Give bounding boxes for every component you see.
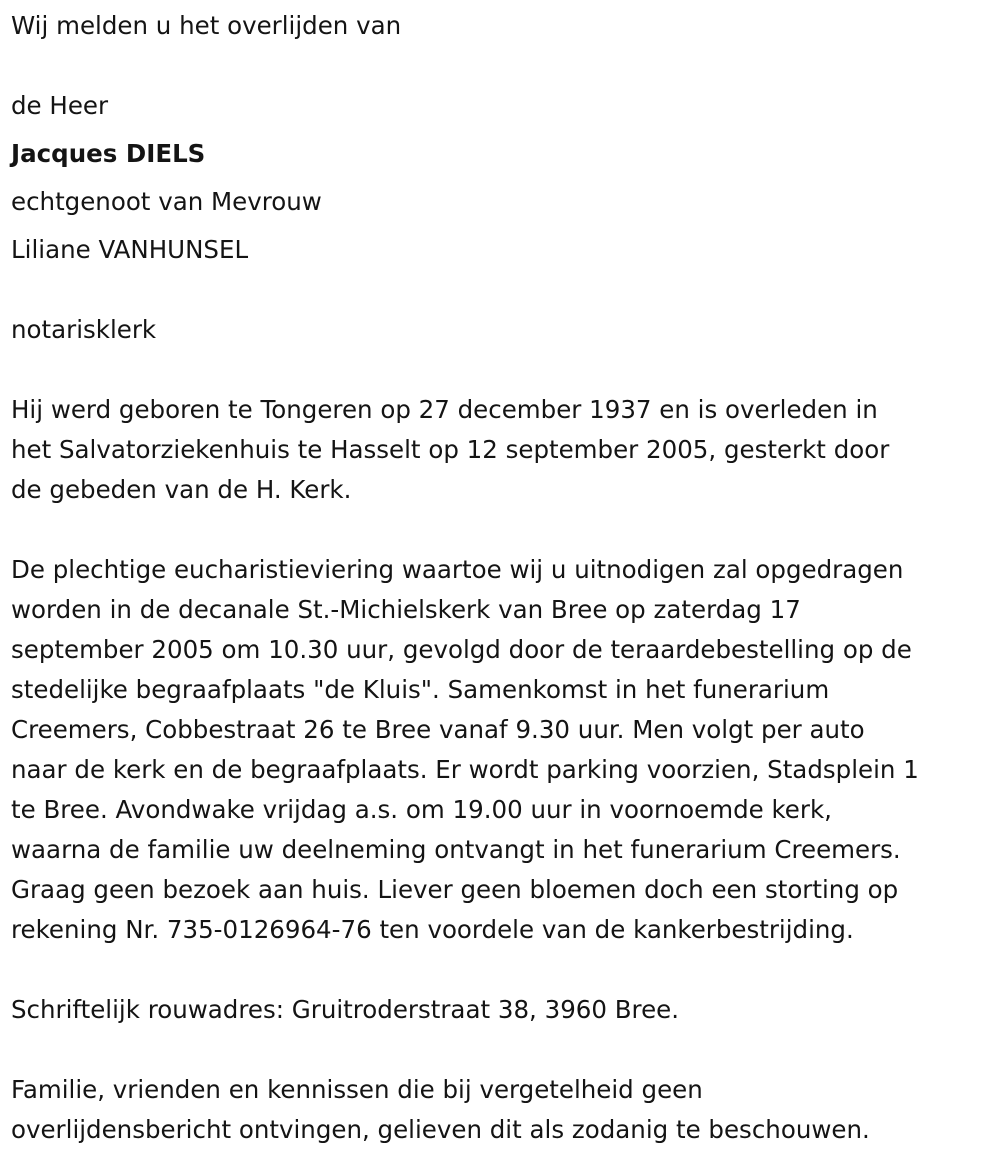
text-line: overlijdensbericht ontvingen, gelieven dit als zodanig te beschouwen. [11, 1115, 870, 1144]
text-line: waarna de familie uw deelneming ontvangt in het funerarium Creemers. [11, 835, 901, 864]
deceased-name: Jacques DIELS [11, 139, 206, 168]
text-line: september 2005 om 10.30 uur, gevolgd door de teraardebestelling op de [11, 635, 912, 664]
text-line: Familie, vrienden en kennissen die bij vergetelheid geen [11, 1075, 703, 1104]
spouse-line: echtgenoot van Mevrouw [11, 187, 322, 216]
closing-paragraph [11, 1070, 993, 1150]
mourning-address-paragraph [11, 990, 993, 1030]
text-line: Hij werd geboren te Tongeren op 27 december 1937 en is overleden in [11, 395, 878, 424]
text-line: Schriftelijk rouwadres: Gruitroderstraat 38, 3960 Bree. [11, 995, 680, 1024]
text-line: rekening Nr. 735-0126964-76 ten voordele van de kankerbestrijding. [11, 915, 854, 944]
text-line: worden in de decanale St.-Michielskerk van Bree op zaterdag 17 [11, 595, 801, 624]
birth-death-paragraph [11, 390, 993, 510]
text-line: het Salvatorziekenhuis te Hasselt op 12 september 2005, gesterkt door [11, 435, 890, 464]
text-line: De plechtige eucharistieviering waartoe wij u uitnodigen zal opgedragen [11, 555, 904, 584]
text-line: Graag geen bezoek aan huis. Liever geen bloemen doch een storting op [11, 875, 899, 904]
spouse-name: Liliane VANHUNSEL [11, 235, 249, 264]
intro-text: Wij melden u het overlijden van [11, 11, 402, 40]
text-line: te Bree. Avondwake vrijdag a.s. om 19.00 uur in voornoemde kerk, [11, 795, 832, 824]
profession: notarisklerk [11, 315, 157, 344]
funeral-details-paragraph [11, 550, 993, 950]
text-line: Creemers, Cobbestraat 26 te Bree vanaf 9.30 uur. Men volgt per auto [11, 715, 865, 744]
text-line: naar de kerk en de begraafplaats. Er wordt parking voorzien, Stadsplein 1 [11, 755, 919, 784]
deceased-title: de Heer [11, 91, 109, 120]
text-line: de gebeden van de H. Kerk. [11, 475, 352, 504]
text-line: stedelijke begraafplaats "de Kluis". Samenkomst in het funerarium [11, 675, 830, 704]
